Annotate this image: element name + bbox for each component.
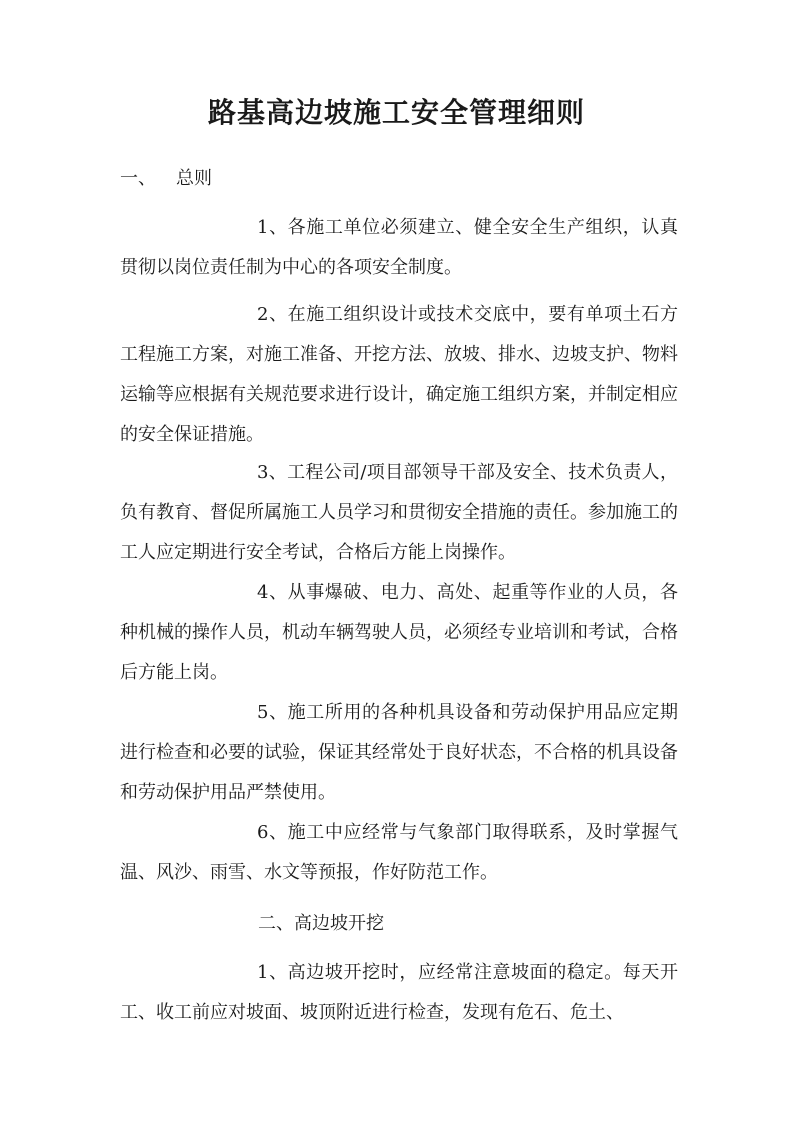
section-2-heading: 二、高边坡开挖 xyxy=(258,913,384,934)
paragraph-6: 6、施工中应经常与气象部门取得联系，及时掌握气温、风沙、雨雪、水文等预报，作好防范工作。 xyxy=(120,822,678,883)
section-2-paragraph-1: 1、高边坡开挖时，应经常注意坡面的稳定。每天开工、收工前应对坡面、坡顶附近进行检查，发现有危石、危土、 xyxy=(120,962,678,1023)
paragraph-4: 4、从事爆破、电力、高处、起重等作业的人员，各种机械的操作人员，机动车辆驾驶人员，必须经专业培训和考试，合格后方能上岗。 xyxy=(120,582,678,683)
paragraph-3: 3、工程公司/项目部领导干部及安全、技术负责人，负有教育、督促所属施工人员学习和贯彻安全措施的责任。参加施工的工人应定期进行安全考试，合格后方能上岗操作。 xyxy=(120,462,678,563)
section-1-number: 一、 xyxy=(120,168,156,189)
paragraph-5: 5、施工所用的各种机具设备和劳动保护用品应定期进行检查和必要的试验，保证其经常处于良好状态，不合格的机具设备和劳动保护用品严禁使用。 xyxy=(120,702,678,803)
section-1-title: 总则 xyxy=(176,168,212,189)
document-title: 路基高边坡施工安全管理细则 xyxy=(207,96,585,129)
paragraph-2: 2、在施工组织设计或技术交底中，要有单项土石方工程施工方案，对施工准备、开挖方法、放坡、排水、边坡支护、物料运输等应根据有关规范要求进行设计，确定施工组织方案，并制定相应的安全保证措施。 xyxy=(120,304,678,445)
paragraph-1: 1、各施工单位必须建立、健全安全生产组织，认真贯彻以岗位责任制为中心的各项安全制度。 xyxy=(120,217,678,278)
